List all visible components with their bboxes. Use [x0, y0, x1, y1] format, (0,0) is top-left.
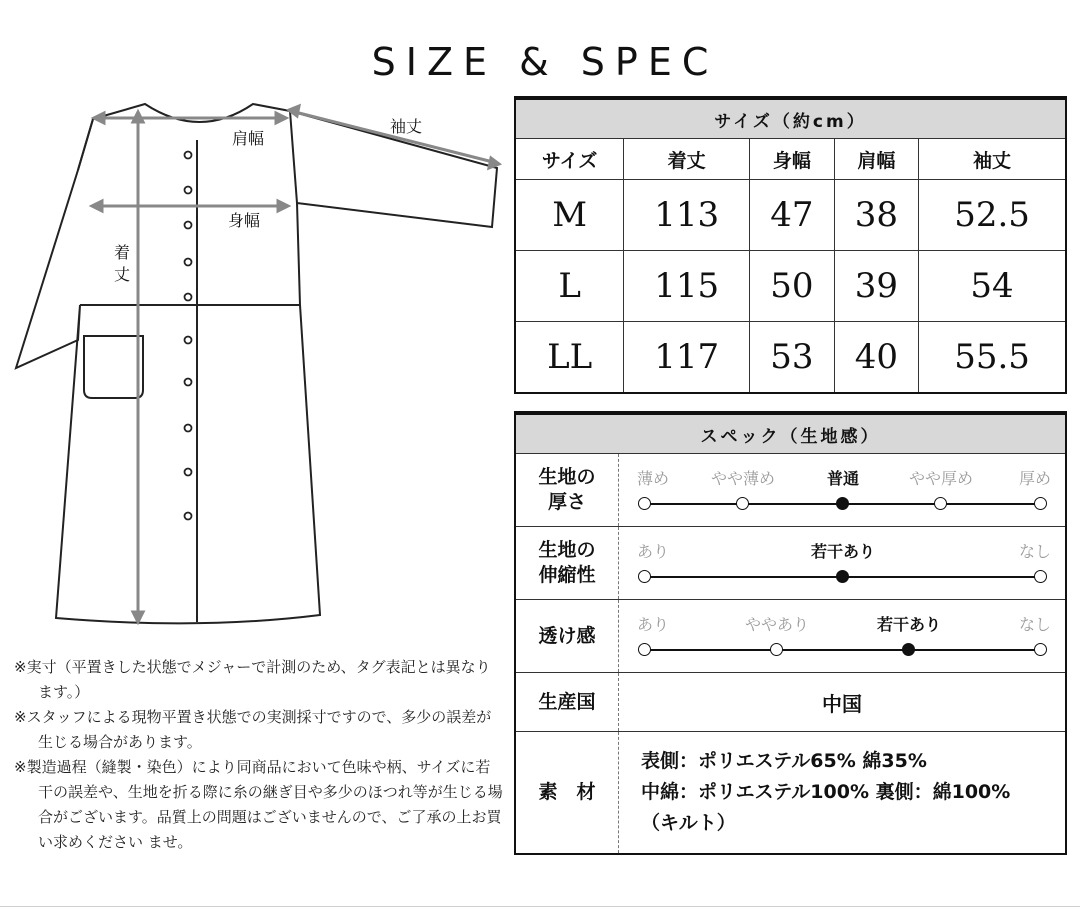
cell-shoulder: 40 [834, 322, 919, 394]
cell-size: L [515, 251, 624, 322]
scale-dot [934, 497, 947, 510]
spec-row-origin [515, 673, 1066, 732]
scale-dot [736, 497, 749, 510]
origin-label: 生産国 [515, 673, 619, 732]
note-3: ※製造過程（縫製・染色）により同商品において色味や柄、サイズに若干の誤差や、生地を折る際に糸の継ぎ目や多少のほつれ等が生じる場合がございます。品質上の問題はございませんので、ご了承の上お買い求めください ませ。 [14, 758, 503, 851]
cell-width: 53 [750, 322, 835, 394]
scale-label: 若干あり [876, 615, 942, 634]
scale-label: なし [1018, 542, 1051, 561]
shoulder-label: 肩幅 [232, 129, 265, 148]
scale-label: あり [637, 542, 670, 561]
scale-label: あり [637, 615, 670, 634]
stretch-label-2: 伸縮性 [538, 564, 596, 586]
page-title: SIZE & SPEC [371, 40, 719, 84]
scale-label: 普通 [826, 469, 860, 488]
cell-length: 113 [624, 180, 750, 251]
spec-row-material [515, 732, 1066, 855]
note-2: ※スタッフによる現物平置き状態での実測採寸ですので、多少の誤差が生じる場合があります。 [14, 708, 492, 751]
note-1: ※実寸（平置きした状態でメジャーで計測のため、タグ表記とは異なります。） [14, 658, 491, 701]
scale-dot-selected [836, 570, 849, 583]
footer-divider [0, 906, 1080, 907]
table-row [515, 322, 1066, 394]
header-sleeve: 袖丈 [919, 139, 1066, 180]
material-line-1: 表側：ポリエステル65% 綿35% [641, 750, 927, 772]
pocket [84, 336, 143, 398]
width-label: 身幅 [228, 211, 261, 230]
sleeve-label: 袖丈 [390, 117, 423, 136]
cell-size: M [515, 180, 624, 251]
scale-dot [1034, 497, 1047, 510]
size-table-header [515, 139, 1066, 180]
spec-row-stretch [515, 527, 1066, 600]
scale-dot [638, 643, 651, 656]
thickness-scale [619, 454, 1065, 526]
stretch-scale [619, 527, 1065, 599]
material-line-3: （キルト） [641, 812, 736, 834]
scale-dot [1034, 570, 1047, 583]
length-label-1: 着 [114, 243, 131, 262]
cell-size: LL [515, 322, 624, 394]
length-label-2: 丈 [114, 265, 131, 284]
sheer-label: 透け感 [515, 600, 619, 673]
cell-shoulder: 39 [834, 251, 919, 322]
header-size: サイズ [515, 139, 624, 180]
spec-table [514, 411, 1067, 855]
table-row [515, 180, 1066, 251]
scale-dot-selected [902, 643, 915, 656]
scale-label: 厚め [1018, 469, 1051, 488]
table-row [515, 251, 1066, 322]
notes [14, 655, 504, 855]
header-length: 着丈 [624, 139, 750, 180]
header-shoulder: 肩幅 [834, 139, 919, 180]
cell-sleeve: 54 [919, 251, 1066, 322]
garment-diagram [0, 90, 510, 630]
scale-label: ややあり [744, 615, 810, 634]
cell-length: 115 [624, 251, 750, 322]
scale-label: 若干あり [810, 542, 876, 561]
thickness-label-2: 厚さ [547, 491, 586, 513]
spec-row-thickness [515, 454, 1066, 527]
origin-value: 中国 [619, 673, 1067, 732]
spec-table-caption: スペック（生地感） [515, 413, 1066, 454]
size-table-caption: サイズ（約cm） [515, 98, 1066, 139]
scale-dot [638, 497, 651, 510]
material-label: 素 材 [515, 732, 619, 855]
size-table [514, 96, 1067, 394]
cell-sleeve: 55.5 [919, 322, 1066, 394]
scale-label: やや厚め [908, 469, 974, 488]
garment-outline [16, 104, 497, 623]
scale-dot-selected [836, 497, 849, 510]
scale-label: やや薄め [710, 469, 776, 488]
scale-dot [1034, 643, 1047, 656]
header-width: 身幅 [750, 139, 835, 180]
scale-dot [770, 643, 783, 656]
material-line-2: 中綿：ポリエステル100% 裏側：綿100% [641, 781, 1011, 803]
scale-label: 薄め [637, 469, 670, 488]
sheer-scale [619, 600, 1065, 672]
scale-dot [638, 570, 651, 583]
stretch-label-1: 生地の [538, 539, 596, 561]
cell-length: 117 [624, 322, 750, 394]
thickness-label-1: 生地の [538, 466, 596, 488]
cell-sleeve: 52.5 [919, 180, 1066, 251]
spec-row-sheer [515, 600, 1066, 673]
cell-width: 50 [750, 251, 835, 322]
scale-label: なし [1018, 615, 1051, 634]
cell-shoulder: 38 [834, 180, 919, 251]
cell-width: 47 [750, 180, 835, 251]
